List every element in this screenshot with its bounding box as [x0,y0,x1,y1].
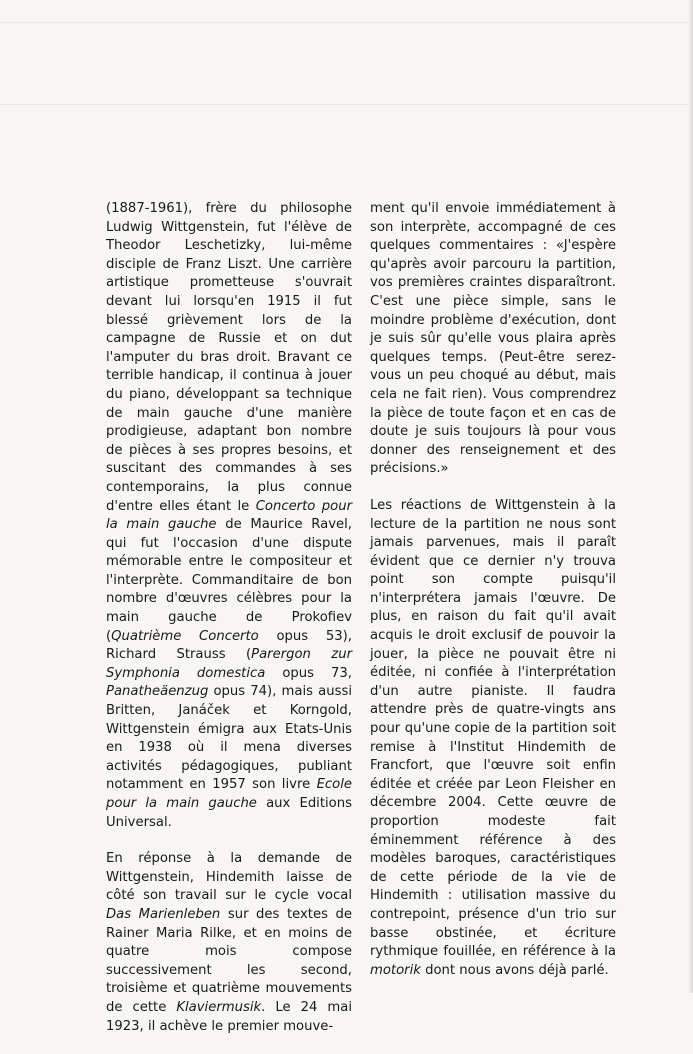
italic-title: Panatheäenzug [106,684,209,700]
paragraph [106,850,352,1036]
text-run: dont nous avons déjà parlé. [420,962,609,978]
italic-title: Ecole pour la main gauche [106,777,352,811]
text-run: de Maurice Ravel, qui fut l'occasion d'une dispute mémorable entre le compositeur et l'interprète. Commanditaire de bon nombre d'œuvres célèbres pour la main gauche de Prokofiev ( [106,517,352,644]
text-column-left [106,200,352,1054]
text-run: opus 53), Richard Strauss ( [106,628,353,663]
text-run: opus 73, [265,665,352,681]
text-run: (1887-1961), frère du philosophe Ludwig Wittgenstein, fut l'élève de Theodor Leschetizky, lui-même disciple de Franz Liszt. Une carrière artistique prometteuse s'ouvrait devant lui lorsqu'en 1915 il fut blessé grièvement lors de la campagne de Russie et on dut l'amputer du bras droit. Bravant ce terrible handicap, il continua à jouer du piano, développant sa technique de main gauche d'une manière prodigieuse, adaptant bon nombre de pièces à ses propres besoins, et suscitant des commandes à ses contemporains, la plus connue d'entre elles étant le [106,201,352,514]
scan-band-top [0,22,693,23]
italic-title: Concerto pour la main gauche [106,498,352,533]
italic-title: motorik [370,962,421,978]
text-run: sur des textes de Rainer Maria Rilke, et en moins de quatre mois compose successivement les second, troisième et quatrième mouvements de cette [106,906,352,1015]
text-run: . Le 24 mai 1923, il achève le premier mouve- [106,999,353,1034]
paragraph [370,200,616,479]
italic-title: Parergon zur Symphonia domestica [106,647,352,681]
italic-title: Klaviermusik [176,999,262,1015]
text-run: Les réactions de Wittgenstein à la lecture de la partition ne nous sont jamais parvenues, mais il paraît évident que ce dernier n'y trouva point son compte puisqu'il n'interprétera jamais l'œuvre. De plus, en raison du fait qu'il avait acquis le droit exclusif de pouvoir la jouer, la pièce ne pouvait être ni éditée, ni confiée à l'interprétation d'un autre pianiste. Il faudra attendre près de quatre-vingts ans pour qu'une copie de la partition soit remise à l'Institut Hindemith de Francfort, que l'œuvre soit enfin éditée et créée par Leon Fleisher en décembre 2004. Cette œuvre de proportion modeste fait éminemment référence à des modèles baroques, caractéristiques de cette période de la vie de Hindemith : utilisation massive du contrepoint, présence d'un trio sur basse obstinée, et écriture rythmique fouillée, en référence à la [370,497,616,960]
text-run: opus 74), mais aussi Britten, Janáček et Korngold, Wittgenstein émigra aux Etats-Unis en 1938 où il mena diverses activités pédagogiques, publiant notamment en 1957 son livre [106,684,352,793]
text-run: aux Editions Universal. [106,796,352,830]
text-run: En réponse à la demande de Wittgenstein, Hindemith laisse de côté son travail sur le cycle vocal [106,851,352,904]
text-run: ment qu'il envoie immédiatement à son interprète, accompagné de ces quelques commentaires : «J'espère qu'après avoir parcouru la partition, vos premières craintes disparaîtront. C'est une pièce simple, sans le moindre problème d'exécution, dont je suis sûr qu'elle vous plaira après quelques temps. (Peut-être serez-vous un peu choqué au début, mais cela ne fait rien). Vous comprendrez la pièce de toute façon et en cas de doute je suis toujours là pour vous donner des renseignement et des précisions.» [370,201,616,477]
text-column-right [370,200,616,998]
italic-title: Das Marienleben [106,906,221,922]
paragraph [106,200,352,832]
paragraph [370,497,616,980]
scan-band-middle [0,104,693,105]
italic-title: Quatrième Concerto [111,628,259,644]
page-edge-shadow [688,0,693,993]
